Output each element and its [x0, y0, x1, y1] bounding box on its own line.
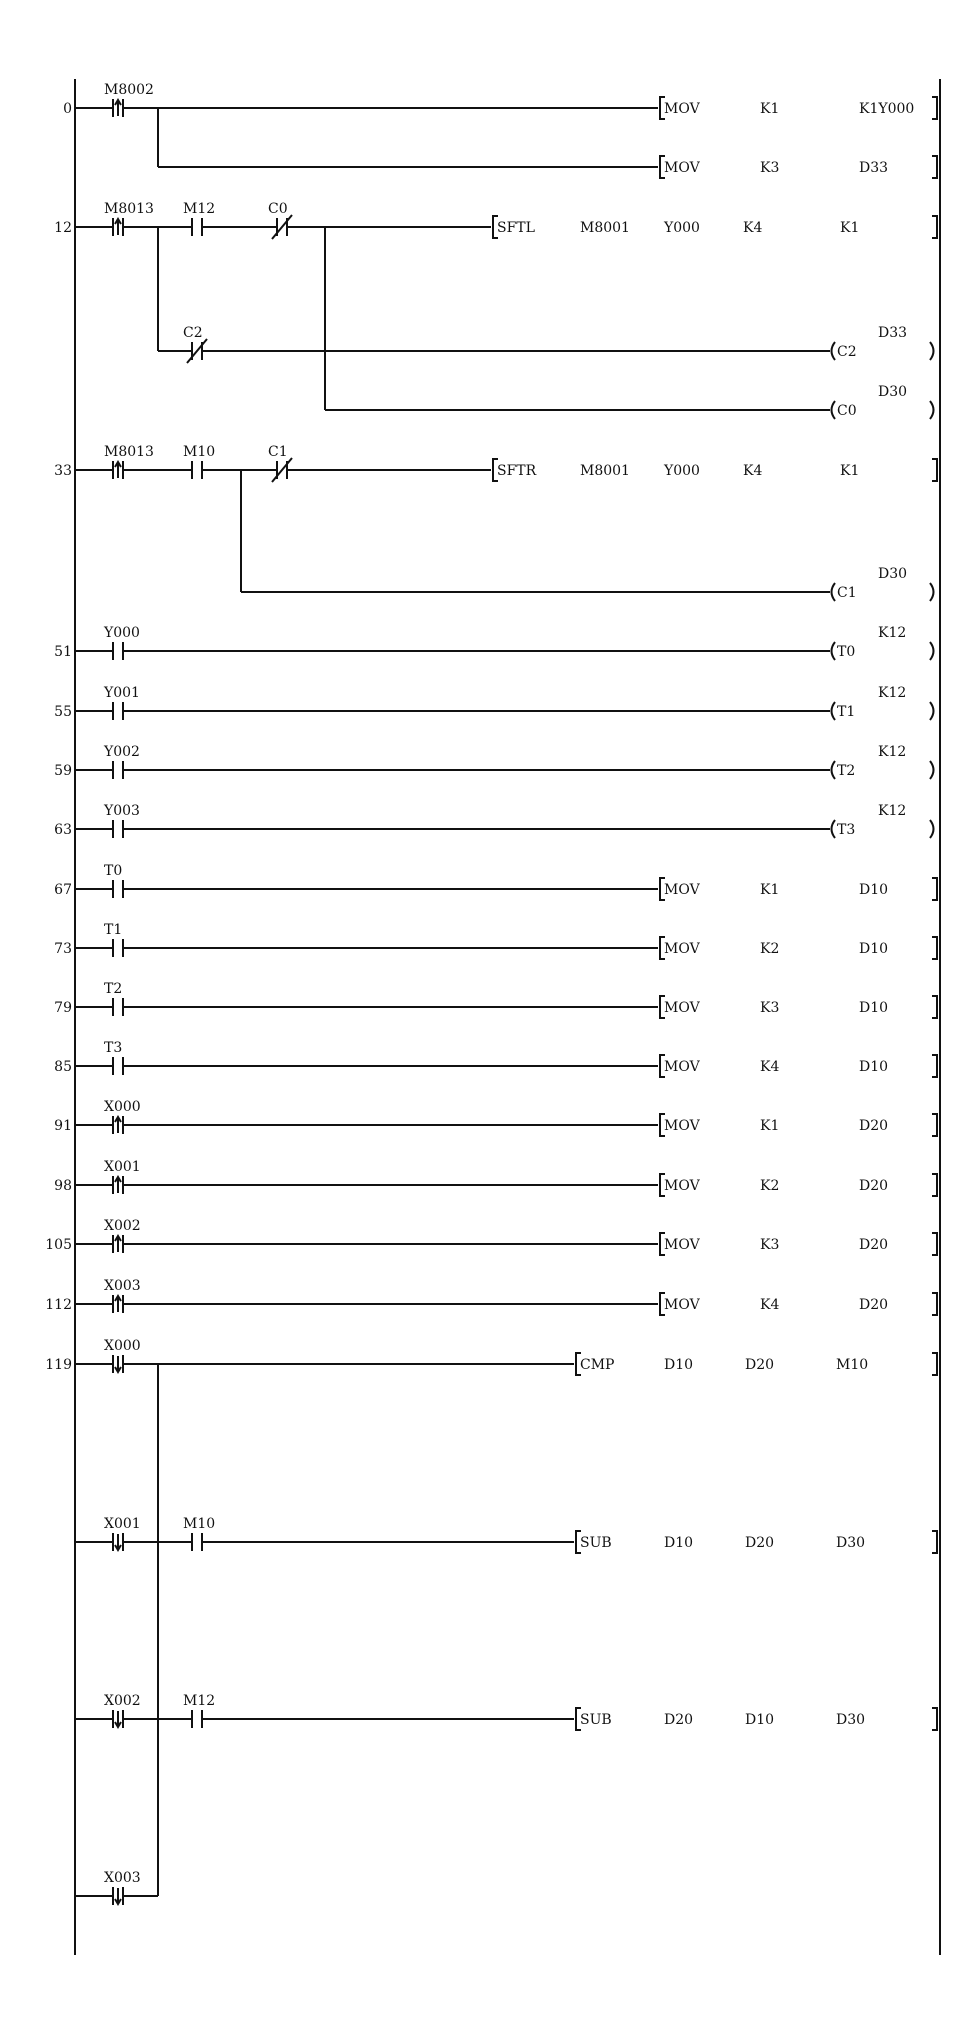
- bracket-close-icon: [932, 1055, 937, 1077]
- rung-67: [54, 863, 937, 900]
- instruction-arg: Y000: [664, 220, 700, 236]
- contact-label: Y003: [104, 803, 140, 819]
- bracket-close-icon: [932, 97, 937, 119]
- instruction-arg: K3: [760, 160, 780, 176]
- instruction-arg: M10: [836, 1357, 869, 1373]
- bracket-close-icon: [932, 156, 937, 178]
- coil-name: T1: [837, 704, 856, 720]
- contact-label: C0: [268, 201, 288, 217]
- coil-open-icon: [832, 401, 836, 419]
- contact-label: T1: [104, 922, 123, 938]
- contact-rise-icon: [104, 461, 132, 479]
- coil-open-icon: [832, 583, 836, 601]
- coil-open-icon: [832, 761, 836, 779]
- coil-param: D33: [878, 325, 908, 341]
- bracket-close-icon: [932, 1114, 937, 1136]
- instruction-arg: D10: [859, 1059, 889, 1075]
- coil-param: K12: [878, 803, 907, 819]
- contact-label: X002: [104, 1693, 141, 1709]
- coil-open-icon: [832, 702, 836, 720]
- bracket-close-icon: [932, 216, 937, 238]
- step-number: 59: [54, 763, 72, 779]
- step-number: 112: [45, 1297, 72, 1313]
- contact-nc-icon: [268, 458, 296, 482]
- bracket-close-icon: [932, 996, 937, 1018]
- instruction-arg: K4: [760, 1059, 780, 1075]
- instruction-op: MOV: [664, 1237, 700, 1253]
- step-number: 85: [54, 1059, 72, 1075]
- step-number: 63: [54, 822, 72, 838]
- contact-label: M12: [183, 1693, 216, 1709]
- coil-open-icon: [832, 342, 836, 360]
- instruction-arg: D30: [836, 1535, 866, 1551]
- instruction-arg: D20: [859, 1237, 889, 1253]
- instruction-op: SUB: [580, 1535, 612, 1551]
- rung-63: [54, 803, 933, 838]
- bracket-close-icon: [932, 937, 937, 959]
- contact-no-icon: [104, 1057, 132, 1075]
- instruction-op: MOV: [664, 941, 700, 957]
- rung-105: [45, 1218, 937, 1255]
- contact-rise-icon: [104, 1176, 132, 1194]
- instruction-arg: K2: [760, 1178, 780, 1194]
- bracket-close-icon: [932, 459, 937, 481]
- instruction-arg: D10: [859, 1000, 889, 1016]
- instruction-op: MOV: [664, 1297, 700, 1313]
- contact-no-icon: [183, 461, 211, 479]
- contact-label: M10: [183, 1516, 216, 1532]
- contact-nc-icon: [268, 215, 296, 239]
- coil-name: T0: [837, 644, 856, 660]
- contact-label: X003: [104, 1278, 141, 1294]
- instruction-op: MOV: [664, 1118, 700, 1134]
- step-number: 55: [54, 704, 72, 720]
- contact-label: T0: [104, 863, 123, 879]
- contact-fall-icon: [104, 1533, 132, 1551]
- rung-85: [54, 1040, 937, 1077]
- contact-label: X000: [104, 1099, 141, 1115]
- contact-label: X001: [104, 1516, 141, 1532]
- rung-73: [54, 922, 937, 959]
- coil-param: D30: [878, 566, 908, 582]
- coil-close-icon: [930, 761, 934, 779]
- contact-label: X002: [104, 1218, 141, 1234]
- contact-rise-icon: [104, 1116, 132, 1134]
- bracket-close-icon: [932, 1531, 937, 1553]
- contact-rise-icon: [104, 1295, 132, 1313]
- instruction-arg: D20: [745, 1357, 775, 1373]
- step-number: 67: [54, 882, 72, 898]
- instruction-op: SFTL: [497, 220, 535, 236]
- step-number: 0: [63, 101, 72, 117]
- rung-0: [63, 82, 940, 186]
- instruction-arg: K1: [840, 220, 860, 236]
- step-number: 73: [54, 941, 72, 957]
- contact-label: X003: [104, 1870, 141, 1886]
- instruction-op: CMP: [580, 1357, 615, 1373]
- bracket-close-icon: [932, 1233, 937, 1255]
- contact-rise-icon: [104, 218, 132, 236]
- coil-close-icon: [930, 583, 934, 601]
- coil-close-icon: [930, 342, 934, 360]
- rung-79: [54, 981, 937, 1018]
- instruction-op: MOV: [664, 1059, 700, 1075]
- coil-param: K12: [878, 685, 907, 701]
- contact-label: X001: [104, 1159, 141, 1175]
- instruction-arg: K1: [760, 101, 780, 117]
- instruction-op: MOV: [664, 1178, 700, 1194]
- instruction-op: MOV: [664, 101, 700, 117]
- coil-close-icon: [930, 820, 934, 838]
- contact-no-icon: [104, 939, 132, 957]
- coil-close-icon: [930, 642, 934, 660]
- bracket-close-icon: [932, 1353, 937, 1375]
- instruction-arg: D10: [745, 1712, 775, 1728]
- instruction-arg: K2: [760, 941, 780, 957]
- contact-label: X000: [104, 1338, 141, 1354]
- instruction-arg: K1Y000: [859, 101, 915, 117]
- rung-91: [54, 1099, 937, 1136]
- contact-no-icon: [104, 702, 132, 720]
- bracket-close-icon: [932, 1708, 937, 1730]
- contact-label: T3: [104, 1040, 123, 1056]
- instruction-op: MOV: [664, 882, 700, 898]
- rung-55: [54, 685, 933, 720]
- instruction-arg: D20: [664, 1712, 694, 1728]
- rung-112: [45, 1278, 937, 1315]
- instruction-arg: D10: [859, 941, 889, 957]
- contact-fall-icon: [104, 1710, 132, 1728]
- instruction-arg: M8001: [580, 220, 630, 236]
- instruction-op: MOV: [664, 160, 700, 176]
- contact-label: M10: [183, 444, 216, 460]
- coil-param: D30: [878, 384, 908, 400]
- bracket-close-icon: [932, 1174, 937, 1196]
- contact-no-icon: [183, 1710, 211, 1728]
- step-number: 105: [45, 1237, 72, 1253]
- contact-label: Y001: [104, 685, 140, 701]
- instruction-arg: K3: [760, 1237, 780, 1253]
- step-number: 91: [54, 1118, 72, 1134]
- step-number: 79: [54, 1000, 72, 1016]
- coil-param: K12: [878, 744, 907, 760]
- contact-no-icon: [104, 820, 132, 838]
- coil-close-icon: [930, 401, 934, 419]
- contact-label: M8002: [104, 82, 154, 98]
- contact-label: C1: [268, 444, 288, 460]
- coil-name: T2: [837, 763, 856, 779]
- contact-label: Y002: [104, 744, 140, 760]
- contact-label: M8013: [104, 444, 154, 460]
- instruction-arg: K1: [840, 463, 860, 479]
- contact-rise-icon: [104, 1235, 132, 1253]
- contact-no-icon: [183, 1533, 211, 1551]
- rung-98: [54, 1159, 937, 1196]
- step-number: 119: [45, 1357, 72, 1373]
- instruction-arg: K4: [743, 220, 763, 236]
- coil-open-icon: [832, 642, 836, 660]
- instruction-arg: D30: [836, 1712, 866, 1728]
- contact-no-icon: [104, 642, 132, 660]
- instruction-arg: D20: [859, 1297, 889, 1313]
- contact-fall-icon: [104, 1887, 132, 1905]
- coil-name: C0: [837, 403, 857, 419]
- coil-name: C2: [837, 344, 857, 360]
- instruction-arg: D20: [859, 1178, 889, 1194]
- instruction-arg: K3: [760, 1000, 780, 1016]
- contact-no-icon: [104, 761, 132, 779]
- rung-51: [54, 625, 933, 660]
- contact-label: T2: [104, 981, 123, 997]
- instruction-arg: D10: [859, 882, 889, 898]
- step-number: 98: [54, 1178, 72, 1194]
- step-number: 33: [54, 463, 72, 479]
- coil-close-icon: [930, 702, 934, 720]
- instruction-arg: K4: [743, 463, 763, 479]
- instruction-arg: D33: [859, 160, 889, 176]
- instruction-arg: Y000: [664, 463, 700, 479]
- contact-label: Y000: [104, 625, 140, 641]
- contact-rise-icon: [104, 99, 132, 117]
- contact-label: M12: [183, 201, 216, 217]
- instruction-arg: K1: [760, 1118, 780, 1134]
- contact-label: C2: [183, 325, 203, 341]
- instruction-arg: D10: [664, 1535, 694, 1551]
- instruction-arg: K1: [760, 882, 780, 898]
- bracket-close-icon: [932, 878, 937, 900]
- instruction-arg: K4: [760, 1297, 780, 1313]
- coil-name: C1: [837, 585, 857, 601]
- rung-12: [54, 201, 940, 430]
- step-number: 12: [54, 220, 72, 236]
- instruction-arg: D20: [859, 1118, 889, 1134]
- rung-59: [54, 744, 933, 779]
- coil-name: T3: [837, 822, 856, 838]
- contact-no-icon: [104, 880, 132, 898]
- instruction-op: SUB: [580, 1712, 612, 1728]
- instruction-arg: D10: [664, 1357, 694, 1373]
- contact-no-icon: [183, 218, 211, 236]
- contact-fall-icon: [104, 1355, 132, 1373]
- contact-nc-icon: [183, 339, 211, 363]
- contact-label: M8013: [104, 201, 154, 217]
- contact-no-icon: [104, 998, 132, 1016]
- rung-119: [45, 1338, 940, 1930]
- instruction-op: SFTR: [497, 463, 537, 479]
- rung-33: [54, 444, 940, 612]
- bracket-close-icon: [932, 1293, 937, 1315]
- coil-param: K12: [878, 625, 907, 641]
- coil-open-icon: [832, 820, 836, 838]
- instruction-arg: D20: [745, 1535, 775, 1551]
- instruction-arg: M8001: [580, 463, 630, 479]
- step-number: 51: [54, 644, 72, 660]
- instruction-op: MOV: [664, 1000, 700, 1016]
